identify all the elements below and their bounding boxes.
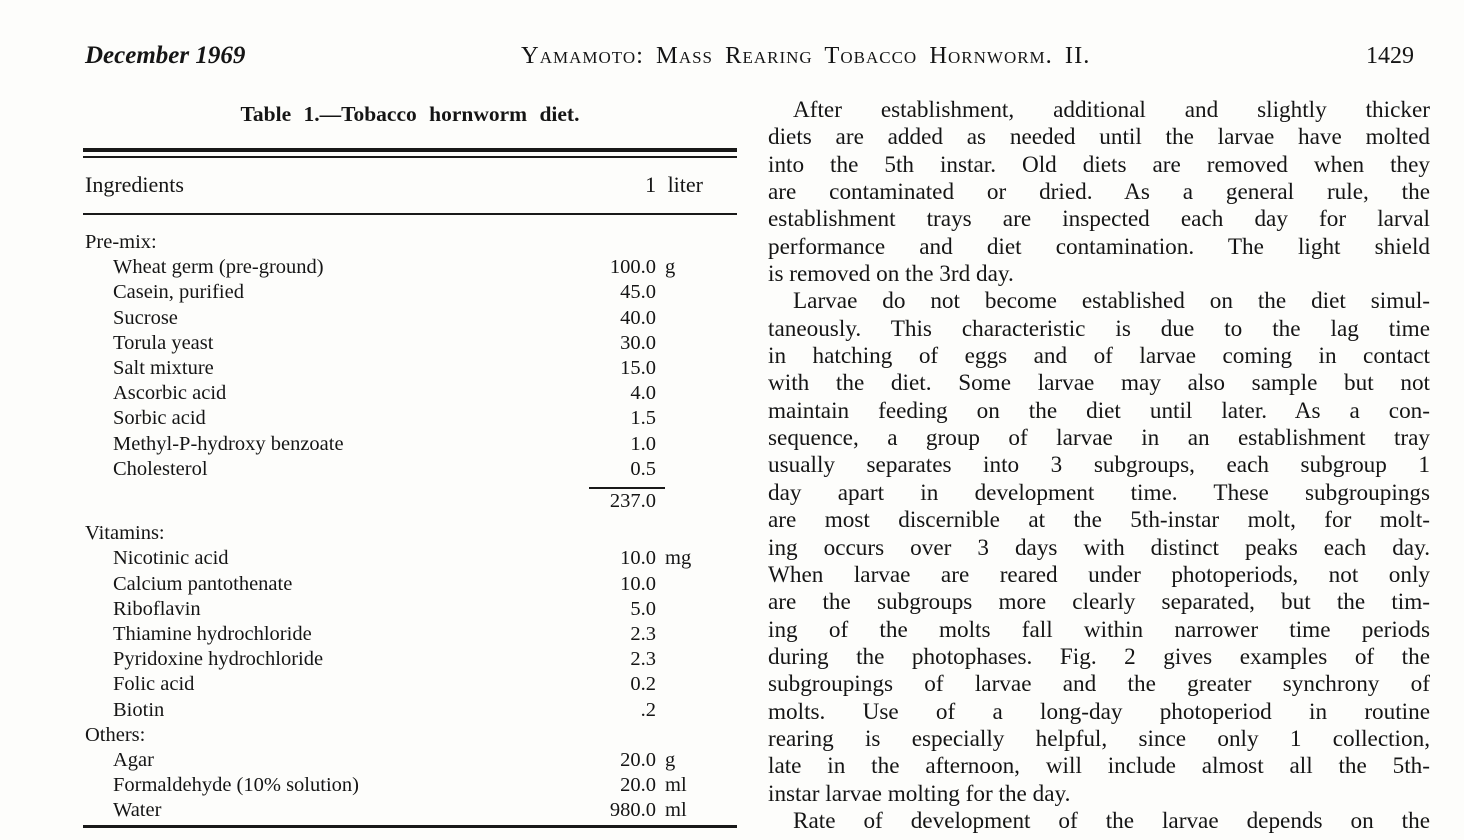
table-row (83, 406, 737, 431)
ingredient-name: Torula yeast (113, 331, 214, 354)
text-line: After establishment, additional and slightly thicker (793, 97, 1430, 123)
page-number: 1429 (1366, 43, 1414, 69)
table-row (83, 306, 737, 331)
text-line: into the 5th instar. Old diets are removed when they (768, 151, 1430, 178)
ingredient-name: Methyl-P-hydroxy benzoate (113, 432, 344, 455)
text-line: ing of the molts fall within narrower time periods (768, 616, 1430, 643)
ingredient-name: Folic acid (113, 673, 195, 696)
text-line: diets are added as needed until the larvae have molted (768, 124, 1430, 151)
ingredient-amount: 30.0 (620, 331, 656, 354)
body-text-column (768, 97, 1430, 835)
subtotal-row (83, 489, 737, 514)
text-line: molts. Use of a long-day photoperiod in routine (768, 698, 1430, 725)
table-bottom-rule (83, 825, 737, 828)
table-row (83, 280, 737, 305)
text-line: subgroupings of larvae and the greater synchrony of (768, 671, 1430, 698)
ingredient-amount: 40.0 (620, 306, 656, 329)
ingredient-name: Nicotinic acid (113, 547, 229, 570)
table-row (83, 255, 737, 280)
ingredient-amount: 100.0 (609, 256, 656, 279)
table-row (83, 381, 737, 406)
ingredient-name: Sucrose (113, 306, 178, 329)
ingredient-unit (656, 457, 737, 482)
text-line: establishment trays are inspected each day for larval (768, 206, 1430, 233)
table-row (83, 647, 737, 672)
table-row (83, 622, 737, 647)
ingredient-amount: 10.0 (620, 572, 656, 595)
table-header-row (83, 158, 737, 213)
diet-table-column (83, 102, 737, 828)
ingredient-name: Riboflavin (113, 597, 201, 620)
ingredient-unit (656, 280, 737, 305)
ingredient-name: Water (113, 799, 162, 822)
ingredient-unit (656, 331, 737, 356)
ingredient-name: Salt mixture (113, 357, 214, 380)
table-row (83, 356, 737, 381)
ingredient-unit: mg (665, 547, 692, 570)
ingredient-unit: g (665, 749, 676, 772)
ingredient-name: Ascorbic acid (113, 382, 227, 405)
ingredient-unit (656, 597, 737, 622)
ingredient-unit (656, 672, 737, 697)
table-row (83, 798, 737, 823)
ingredient-unit (656, 306, 737, 331)
table-top-rule (83, 148, 737, 158)
table-row (83, 748, 737, 773)
text-line: are the subgroups more clearly separated, but the tim- (768, 589, 1430, 616)
ingredient-name: Sorbic acid (113, 407, 206, 430)
issue-date: December 1969 (85, 42, 246, 69)
table-section-header: Vitamins: (85, 522, 165, 545)
ingredient-amount: 1.5 (630, 407, 656, 430)
ingredient-unit (656, 381, 737, 406)
ingredient-amount: 5.0 (630, 597, 656, 620)
text-line: are most discernible at the 5th-instar molt, for molt- (768, 507, 1430, 534)
ingredient-name: Calcium pantothenate (113, 572, 293, 595)
text-line: taneously. This characteristic is due to the lag time (768, 315, 1430, 342)
table-row (83, 432, 737, 457)
ingredient-amount: 2.3 (630, 648, 656, 671)
ingredient-amount: 10.0 (620, 547, 656, 570)
ingredient-amount: 0.2 (630, 673, 656, 696)
ingredient-amount: 45.0 (620, 281, 656, 304)
subtotal-spacer (83, 489, 566, 514)
table-row (83, 597, 737, 622)
page-header (85, 42, 1414, 70)
ingredient-unit: g (665, 256, 676, 279)
text-line: Larvae do not become established on the diet simul- (793, 288, 1430, 315)
table-row (83, 672, 737, 697)
table-title: Table 1.—Tobacco hornworm diet. (240, 102, 580, 126)
ingredient-unit: ml (665, 799, 687, 822)
running-title: Yamamoto: Mass Rearing Tobacco Hornworm. II. (521, 42, 1091, 69)
text-line: is removed on the 3rd day. (768, 261, 1014, 288)
text-line: maintain feeding on the diet until later. As a con- (768, 397, 1430, 424)
table-row (83, 331, 737, 356)
ingredient-unit (656, 647, 737, 672)
text-line: late in the afternoon, will include almost all the 5th- (768, 753, 1430, 780)
text-line: performance and diet contamination. The light shield (768, 233, 1430, 260)
table-section-header: Others: (85, 723, 146, 746)
text-line: day apart in development time. These subgroupings (768, 479, 1430, 506)
text-line: sequence, a group of larvae in an establishment tray (768, 425, 1430, 452)
ingredient-amount: .2 (640, 698, 656, 721)
ingredient-amount: 0.5 (630, 457, 656, 480)
ingredient-amount: 20.0 (620, 774, 656, 797)
text-line: When larvae are reared under photoperiods, not only (768, 561, 1430, 588)
ingredient-amount: 15.0 (620, 357, 656, 380)
ingredient-name: Biotin (113, 698, 165, 721)
text-line: during the photophases. Fig. 2 gives examples of the (768, 643, 1430, 670)
ingredient-unit (656, 432, 737, 457)
table-header-rule (83, 213, 737, 215)
subtotal-unit (656, 489, 737, 514)
ingredient-amount: 20.0 (620, 749, 656, 772)
ingredient-amount: 1.0 (630, 432, 656, 455)
text-line: in hatching of eggs and of larvae coming in contact (768, 343, 1430, 370)
table-row (83, 698, 737, 723)
ingredient-amount: 980.0 (609, 799, 656, 822)
ingredient-name: Cholesterol (113, 457, 208, 480)
ingredient-name: Casein, purified (113, 281, 244, 304)
ingredient-name: Agar (113, 749, 154, 772)
column-header-amount: 1 liter (645, 172, 703, 197)
ingredient-amount: 2.3 (630, 623, 656, 646)
ingredient-unit (656, 406, 737, 431)
table-row (83, 457, 737, 482)
text-line: usually separates into 3 subgroups, each subgroup 1 (768, 452, 1430, 479)
column-header-ingredients: Ingredients (85, 172, 184, 197)
ingredient-name: Wheat germ (pre-ground) (113, 256, 324, 279)
text-line: with the diet. Some larvae may also sample but not (768, 370, 1430, 397)
text-line: instar larvae molting for the day. (768, 780, 1071, 807)
ingredient-unit (656, 698, 737, 723)
ingredient-name: Thiamine hydrochloride (113, 623, 312, 646)
text-line: are contaminated or dried. As a general rule, the (768, 179, 1430, 206)
table-row (83, 572, 737, 597)
ingredient-unit (656, 572, 737, 597)
ingredient-unit (656, 622, 737, 647)
table-body (83, 230, 737, 824)
ingredient-unit (656, 356, 737, 381)
table-row (83, 546, 737, 571)
text-line: ing occurs over 3 days with distinct peaks each day. (768, 534, 1430, 561)
ingredient-name: Formaldehyde (10% solution) (113, 774, 359, 797)
subtotal-amount: 237.0 (609, 490, 656, 513)
text-line: Rate of development of the larvae depends on the (793, 807, 1430, 834)
ingredient-unit: ml (665, 774, 687, 797)
text-line: rearing is especially helpful, since only 1 collection, (768, 725, 1430, 752)
table-section-header: Pre-mix: (85, 231, 157, 253)
table-row (83, 773, 737, 798)
ingredient-amount: 4.0 (630, 382, 656, 405)
ingredient-name: Pyridoxine hydrochloride (113, 648, 324, 671)
